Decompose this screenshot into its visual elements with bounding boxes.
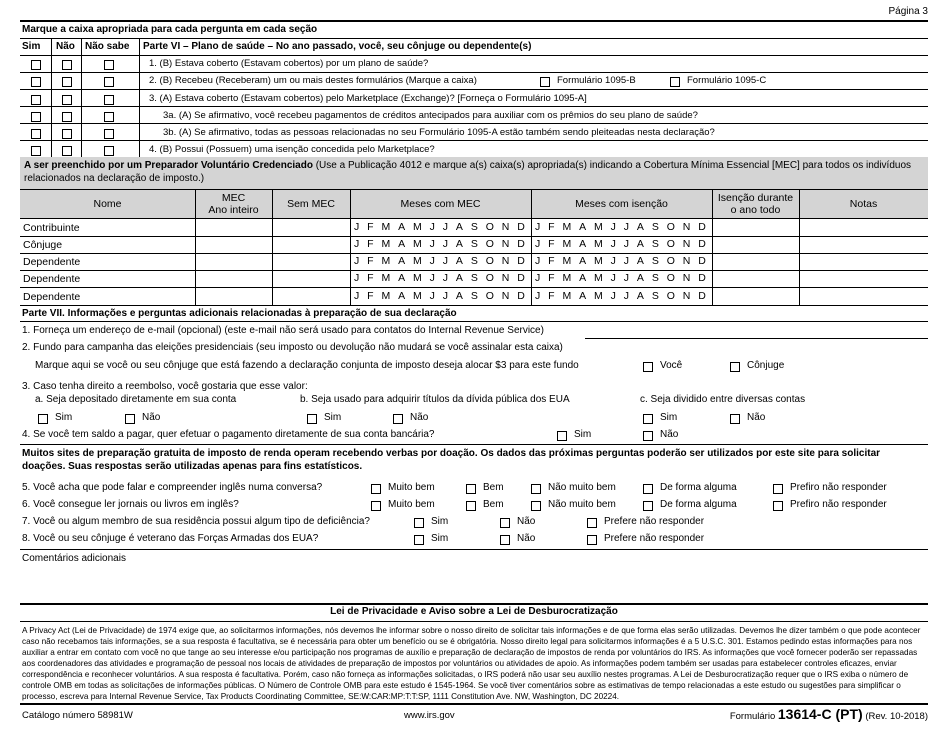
month-cell[interactable]: N bbox=[682, 255, 691, 267]
top-rule bbox=[20, 20, 928, 22]
month-cell[interactable]: O bbox=[666, 272, 675, 284]
month-cell[interactable]: M bbox=[562, 238, 572, 250]
exemption-months-row bbox=[535, 238, 706, 250]
mec-head-isencao: Isenção durante bbox=[717, 192, 794, 204]
month-cell[interactable]: A bbox=[398, 272, 406, 284]
q8-nao-label: Não bbox=[517, 533, 536, 544]
month-cell[interactable]: J bbox=[610, 255, 616, 267]
privacy-title: Lei de Privacidade e Aviso sobre a Lei de Desburocratização bbox=[330, 606, 618, 617]
q7-sim-checkbox[interactable] bbox=[414, 518, 424, 528]
part6-q2: 2. (B) Recebeu (Receberam) um ou mais destes formulários (Marque a caixa) bbox=[149, 75, 477, 86]
q7-3-refund: 3. Caso tenha direito a reembolso, você gostaria que esse valor: bbox=[22, 381, 308, 392]
month-cell[interactable]: A bbox=[398, 221, 406, 233]
month-cell[interactable]: J bbox=[535, 272, 541, 284]
month-cell[interactable]: M bbox=[562, 255, 572, 267]
exemption-months-row bbox=[535, 290, 706, 302]
month-cell[interactable]: M bbox=[381, 238, 391, 250]
month-cell[interactable]: A bbox=[579, 290, 587, 302]
month-cell[interactable]: J bbox=[623, 255, 630, 267]
month-cell[interactable]: D bbox=[517, 290, 525, 302]
q7-sim-label: Sim bbox=[431, 516, 449, 527]
month-cell[interactable]: D bbox=[517, 221, 525, 233]
month-cell[interactable]: M bbox=[594, 290, 603, 302]
month-cell[interactable]: S bbox=[470, 255, 478, 267]
mec-row-label: Dependente bbox=[23, 273, 81, 285]
month-cell[interactable]: J bbox=[623, 238, 630, 250]
form-1095c-checkbox[interactable] bbox=[670, 77, 680, 87]
q3-nao-sabe-checkbox[interactable] bbox=[104, 95, 114, 105]
month-cell[interactable]: F bbox=[548, 290, 555, 302]
month-cell[interactable]: S bbox=[651, 221, 659, 233]
q3b-nao-checkbox[interactable] bbox=[62, 129, 72, 139]
q7-2-sub: Marque aqui se você ou seu cônjuge que está fazendo a declaração conjunta de imposto deseja alocar $3 para este fundo bbox=[35, 360, 579, 371]
month-cell[interactable]: S bbox=[651, 238, 659, 250]
q3b-sim-checkbox[interactable] bbox=[31, 129, 41, 139]
month-cell[interactable]: J bbox=[610, 290, 616, 302]
month-cell[interactable]: J bbox=[535, 290, 541, 302]
q7-6-read: 6. Você consegue ler jornais ou livros em inglês? bbox=[22, 499, 239, 510]
month-cell[interactable]: N bbox=[501, 221, 510, 233]
month-cell[interactable]: S bbox=[470, 272, 478, 284]
q7-prefere-checkbox[interactable] bbox=[587, 518, 597, 528]
q5-prefiro-label: Prefiro não responder bbox=[790, 482, 887, 493]
month-cell[interactable]: J bbox=[354, 272, 360, 284]
form-1095b-label: Formulário 1095-B bbox=[557, 75, 636, 86]
month-cell[interactable]: J bbox=[429, 255, 435, 267]
month-cell[interactable]: J bbox=[429, 238, 435, 250]
month-cell[interactable]: F bbox=[367, 238, 374, 250]
form-1095b-checkbox[interactable] bbox=[540, 77, 550, 87]
month-cell[interactable]: M bbox=[594, 221, 603, 233]
q2-nao-sabe-checkbox[interactable] bbox=[104, 77, 114, 87]
month-cell[interactable]: A bbox=[636, 238, 644, 250]
month-cell[interactable]: F bbox=[367, 255, 374, 267]
month-cell[interactable]: J bbox=[610, 238, 616, 250]
mec-row-label: Dependente bbox=[23, 256, 81, 268]
q5-forma-alguma-label: De forma alguma bbox=[660, 482, 737, 493]
month-cell[interactable]: F bbox=[548, 272, 555, 284]
q3b-nao-checkbox[interactable] bbox=[393, 414, 403, 424]
q3c-sim-label: Sim bbox=[660, 412, 678, 423]
month-cell[interactable]: O bbox=[485, 290, 494, 302]
month-cell[interactable]: J bbox=[623, 272, 630, 284]
campaign-conjuge-checkbox[interactable] bbox=[730, 362, 740, 372]
q8-prefere-checkbox[interactable] bbox=[587, 535, 597, 545]
month-cell[interactable]: J bbox=[429, 272, 435, 284]
q7-7-disability: 7. Você ou algum membro de sua residência possui algum tipo de deficiência? bbox=[22, 516, 370, 527]
mec-months-row bbox=[354, 255, 525, 267]
exemption-months-row bbox=[535, 255, 706, 267]
month-cell[interactable]: J bbox=[442, 238, 449, 250]
month-cell[interactable]: M bbox=[413, 238, 422, 250]
month-cell[interactable]: N bbox=[501, 290, 510, 302]
comments-label: Comentários adicionais bbox=[22, 553, 126, 564]
q3a-nao-checkbox[interactable] bbox=[62, 112, 72, 122]
month-cell[interactable]: D bbox=[517, 238, 525, 250]
part6-q4: 4. (B) Possui (Possuem) uma isenção concedida pelo Marketplace? bbox=[149, 144, 435, 155]
q5-bem-checkbox[interactable] bbox=[466, 484, 476, 494]
month-cell[interactable]: M bbox=[381, 255, 391, 267]
q3-nao-checkbox[interactable] bbox=[62, 95, 72, 105]
month-cell[interactable]: O bbox=[666, 238, 675, 250]
q3c-sim-checkbox[interactable] bbox=[643, 414, 653, 424]
q3b-sim-label: Sim bbox=[324, 412, 342, 423]
month-cell[interactable]: A bbox=[455, 272, 463, 284]
col-head-sim: Sim bbox=[22, 41, 41, 52]
q7-3b: b. Seja usado para adquirir títulos da dívida pública dos EUA bbox=[300, 394, 570, 405]
q6-nao-muito-bem-checkbox[interactable] bbox=[531, 501, 541, 511]
form-1095c-label: Formulário 1095-C bbox=[687, 75, 767, 86]
month-cell[interactable]: J bbox=[535, 255, 541, 267]
month-cell[interactable]: J bbox=[535, 221, 541, 233]
month-cell[interactable]: M bbox=[594, 238, 603, 250]
mec-head-nome: Nome bbox=[93, 198, 122, 210]
q3a-sim-checkbox[interactable] bbox=[38, 414, 48, 424]
month-cell[interactable]: J bbox=[610, 272, 616, 284]
part6-title: Parte VI – Plano de saúde – No ano passado, você, seu cônjuge ou dependente(s) bbox=[143, 41, 532, 52]
month-cell[interactable]: M bbox=[381, 272, 391, 284]
comments-area[interactable] bbox=[20, 566, 928, 602]
mec-head-mec: MEC bbox=[221, 192, 246, 204]
q7-nao-checkbox[interactable] bbox=[500, 518, 510, 528]
month-cell[interactable]: J bbox=[354, 238, 360, 250]
month-cell[interactable]: J bbox=[623, 221, 630, 233]
month-cell[interactable]: M bbox=[413, 221, 422, 233]
q6-nao-muito-bem-label: Não muito bem bbox=[548, 499, 616, 510]
q7-3a: a. Seja depositado diretamente em sua conta bbox=[35, 394, 237, 405]
q5-muito-bem-label: Muito bem bbox=[388, 482, 435, 493]
month-cell[interactable]: F bbox=[548, 238, 555, 250]
q8-nao-checkbox[interactable] bbox=[500, 535, 510, 545]
q3b-nao-sabe-checkbox[interactable] bbox=[104, 129, 114, 139]
month-cell[interactable]: O bbox=[485, 255, 494, 267]
month-cell[interactable]: S bbox=[470, 221, 478, 233]
website: www.irs.gov bbox=[404, 710, 455, 721]
month-cell[interactable]: O bbox=[485, 238, 494, 250]
month-cell[interactable]: J bbox=[623, 290, 630, 302]
month-cell[interactable]: A bbox=[579, 255, 587, 267]
month-cell[interactable]: D bbox=[698, 290, 706, 302]
q3a-nao-sabe-checkbox[interactable] bbox=[104, 112, 114, 122]
mec-row-label: Cônjuge bbox=[23, 239, 63, 251]
month-cell[interactable]: J bbox=[535, 238, 541, 250]
part6-q3a: 3a. (A) Se afirmativo, você recebeu pagamentos de créditos antecipados para auxiliar com os prêmios do seu plano de saúde? bbox=[163, 110, 698, 121]
q1-nao-checkbox[interactable] bbox=[62, 60, 72, 70]
q3-sim-checkbox[interactable] bbox=[31, 95, 41, 105]
privacy-text: A Privacy Act (Lei de Privacidade) de 1974 exige que, ao solicitarmos informações, nós devemos lhe informar sobre o nosso direito de solicitar tais informações e de que forma elas serão utilizadas. Devemos lhe dizer também o que pode acontecer caso não recebamos tais informações, se a sua resposta é facultativa, se é necessária para obter um benefício ou se é obrigatória. Nosso direito legal para solicitarmos informações é a 5 U.S.C. 301. Estamos pedindo estas informações para nos auxiliar a entrar em contato com você no que tange ao seu interesse e/ou participação nos programas de auxílio e preparação de declaração de impostos de renda por voluntários do IRS. As informações que você fornecer poderão ser repassadas aos coordenadores das atividades e programação de pessoal nos locais de atividades de preparação de impostos por voluntários ou atividades de apoio. As informações podem também ser usadas para estabelecer controles eficazes, enviar correspondência e reconhecer voluntários. A sua resposta é facultativa. Porém, caso não forneça as informações solicitadas, o IRS poderá não usar seu auxílio nestes programas. A Lei de Desburocratização requer que o IRS exiba o número de controle OMB em todas as solicitações de informações públicas. O Número de Controle OMB para este estudo é 1545-1964. Se você tiver comentários sobre as estimativas de tempo relacionadas a este estudo ou sugestões para simplificar o processo, escreva para Internal Revenue Service, Tax Products Coordinating Committee, SE:W:CAR:MP:T:T:SP, 1111 Constitution Ave. NW, Washington, DC 20224. bbox=[22, 626, 921, 701]
email-input-line[interactable] bbox=[585, 338, 928, 339]
q6-muito-bem-checkbox[interactable] bbox=[371, 501, 381, 511]
month-cell[interactable]: F bbox=[367, 290, 374, 302]
preparer-instructions: A ser preenchido por um Preparador Voluntário Credenciado (Use a Publicação 4012 e marque a(s) caixa(s) apropriada(s) indicando a Cobertura Mínima Essencial [MEC] para todos os indivíduos relacionados na declaração de imposto.) bbox=[20, 157, 928, 189]
q3a-sim-checkbox[interactable] bbox=[31, 112, 41, 122]
month-cell[interactable]: A bbox=[636, 255, 644, 267]
month-cell[interactable]: J bbox=[354, 255, 360, 267]
mec-row-label: Dependente bbox=[23, 291, 81, 303]
q6-forma-alguma-checkbox[interactable] bbox=[643, 501, 653, 511]
month-cell[interactable]: J bbox=[442, 255, 449, 267]
month-cell[interactable]: S bbox=[651, 255, 659, 267]
month-cell[interactable]: F bbox=[367, 221, 374, 233]
mec-head-ano-todo: o ano todo bbox=[730, 204, 781, 216]
page-number: Página 3 bbox=[888, 6, 928, 17]
month-cell[interactable]: N bbox=[501, 272, 510, 284]
month-cell[interactable]: A bbox=[455, 255, 463, 267]
mec-row-label: Contribuinte bbox=[23, 222, 80, 234]
month-cell[interactable]: A bbox=[579, 221, 587, 233]
month-cell[interactable]: A bbox=[398, 255, 406, 267]
q4-sim-checkbox[interactable] bbox=[31, 146, 41, 156]
mec-months-row bbox=[354, 290, 525, 302]
month-cell[interactable]: F bbox=[548, 221, 555, 233]
month-cell[interactable]: J bbox=[354, 290, 360, 302]
q5-bem-label: Bem bbox=[483, 482, 504, 493]
campaign-voce-checkbox[interactable] bbox=[643, 362, 653, 372]
q6-bem-label: Bem bbox=[483, 499, 504, 510]
month-cell[interactable]: D bbox=[698, 238, 706, 250]
month-cell[interactable]: J bbox=[442, 272, 449, 284]
q2-nao-checkbox[interactable] bbox=[62, 77, 72, 87]
exemption-months-row bbox=[535, 221, 706, 233]
month-cell[interactable]: A bbox=[455, 238, 463, 250]
part6-q3b: 3b. (A) Se afirmativo, todas as pessoas relacionadas no seu Formulário 1095-A estão também sendo pleiteadas nesta declaração? bbox=[163, 127, 715, 138]
month-cell[interactable]: N bbox=[682, 272, 691, 284]
q8-sim-checkbox[interactable] bbox=[414, 535, 424, 545]
month-cell[interactable]: J bbox=[354, 221, 360, 233]
q3c-nao-label: Não bbox=[747, 412, 766, 423]
q4-sim-label: Sim bbox=[574, 429, 592, 440]
q3c-nao-checkbox[interactable] bbox=[730, 414, 740, 424]
q3b-nao-label: Não bbox=[410, 412, 429, 423]
q7-nao-label: Não bbox=[517, 516, 536, 527]
month-cell[interactable]: A bbox=[636, 272, 644, 284]
month-cell[interactable]: D bbox=[698, 255, 706, 267]
q3a-nao-checkbox[interactable] bbox=[125, 414, 135, 424]
month-cell[interactable]: M bbox=[594, 255, 603, 267]
q7-1-email: 1. Forneça um endereço de e-mail (opcional) (este e-mail não será usado para contatos do Internal Revenue Service) bbox=[22, 325, 544, 336]
mec-head-meses-mec: Meses com MEC bbox=[400, 198, 481, 210]
q8-sim-label: Sim bbox=[431, 533, 449, 544]
month-cell[interactable]: F bbox=[367, 272, 374, 284]
campaign-voce-label: Você bbox=[660, 360, 683, 371]
q7-2-campaign: 2. Fundo para campanha das eleições presidenciais (seu imposto ou devolução não mudará se você assinalar esta caixa) bbox=[22, 342, 563, 353]
month-cell[interactable]: A bbox=[398, 290, 406, 302]
mec-head-meses-isencao: Meses com isenção bbox=[575, 198, 668, 210]
month-cell[interactable]: J bbox=[429, 290, 435, 302]
form-id: Formulário 13614-C (PT) (Rev. 10-2018) bbox=[729, 706, 928, 722]
q7-8-veteran: 8. Você ou seu cônjuge é veterano das Forças Armadas dos EUA? bbox=[22, 533, 319, 544]
q1-nao-sabe-checkbox[interactable] bbox=[104, 60, 114, 70]
month-cell[interactable]: J bbox=[442, 290, 449, 302]
month-cell[interactable]: M bbox=[413, 255, 422, 267]
q7-4-balance: 4. Se você tem saldo a pagar, quer efetuar o pagamento diretamente de sua conta bancária? bbox=[22, 429, 435, 440]
month-cell[interactable]: J bbox=[610, 221, 616, 233]
q7-5-speak: 5. Você acha que pode falar e compreender inglês numa conversa? bbox=[22, 482, 323, 493]
mec-head-notas: Notas bbox=[849, 198, 878, 210]
month-cell[interactable]: D bbox=[698, 221, 706, 233]
month-cell[interactable]: N bbox=[501, 255, 510, 267]
part7-title: Parte VII. Informações e perguntas adicionais relacionadas à preparação de sua declaração bbox=[22, 308, 457, 319]
month-cell[interactable]: A bbox=[579, 272, 587, 284]
q5-prefiro-checkbox[interactable] bbox=[773, 484, 783, 494]
q3a-nao-label: Não bbox=[142, 412, 161, 423]
month-cell[interactable]: F bbox=[548, 255, 555, 267]
donation-notice: Muitos sites de preparação gratuita de imposto de renda operam recebendo verbas por doação. Os dados das próximas perguntas poderão ser utilizados por este site para solicitar doações. Suas respostas serão utilizadas apenas para fins estatísticos. bbox=[22, 448, 881, 472]
month-cell[interactable]: A bbox=[579, 238, 587, 250]
month-cell[interactable]: M bbox=[413, 272, 422, 284]
q6-muito-bem-label: Muito bem bbox=[388, 499, 435, 510]
q6-prefiro-checkbox[interactable] bbox=[773, 501, 783, 511]
month-cell[interactable]: A bbox=[455, 221, 463, 233]
month-cell[interactable]: J bbox=[429, 221, 435, 233]
month-cell[interactable]: M bbox=[562, 290, 572, 302]
month-cell[interactable]: S bbox=[651, 272, 659, 284]
month-cell[interactable]: D bbox=[517, 272, 525, 284]
q2-sim-checkbox[interactable] bbox=[31, 77, 41, 87]
q3a-sim-label: Sim bbox=[55, 412, 73, 423]
month-cell[interactable]: O bbox=[485, 272, 494, 284]
month-cell[interactable]: J bbox=[442, 221, 449, 233]
month-cell[interactable]: N bbox=[501, 238, 510, 250]
month-cell[interactable]: N bbox=[682, 290, 691, 302]
month-cell[interactable]: M bbox=[594, 272, 603, 284]
mec-months-row bbox=[354, 272, 525, 284]
q6-bem-checkbox[interactable] bbox=[466, 501, 476, 511]
q4-nao-label: Não bbox=[660, 429, 679, 440]
q3b-sim-checkbox[interactable] bbox=[307, 414, 317, 424]
month-cell[interactable]: S bbox=[651, 290, 659, 302]
month-cell[interactable]: N bbox=[682, 221, 691, 233]
q8-prefere-label: Prefere não responder bbox=[604, 533, 705, 544]
month-cell[interactable]: A bbox=[636, 290, 644, 302]
col-head-nao-sabe: Não sabe bbox=[85, 41, 130, 52]
catalog-number: Catálogo número 58981W bbox=[22, 710, 133, 721]
q6-prefiro-label: Prefiro não responder bbox=[790, 499, 887, 510]
q7-prefere-label: Prefere não responder bbox=[604, 516, 705, 527]
month-cell[interactable]: M bbox=[562, 221, 572, 233]
q4-nao-sabe-checkbox[interactable] bbox=[104, 146, 114, 156]
part6-q3: 3. (A) Estava coberto (Estavam cobertos) pelo Marketplace (Exchange)? [Forneça o Formulário 1095-A] bbox=[149, 93, 587, 104]
mec-months-row bbox=[354, 221, 525, 233]
month-cell[interactable]: S bbox=[470, 238, 478, 250]
mec-head-sem-mec: Sem MEC bbox=[287, 198, 335, 210]
q4-nao-checkbox[interactable] bbox=[643, 431, 653, 441]
q4-sim-checkbox[interactable] bbox=[557, 431, 567, 441]
q5-forma-alguma-checkbox[interactable] bbox=[643, 484, 653, 494]
q5-muito-bem-checkbox[interactable] bbox=[371, 484, 381, 494]
mec-months-row bbox=[354, 238, 525, 250]
exemption-months-row bbox=[535, 272, 706, 284]
month-cell[interactable]: M bbox=[413, 290, 422, 302]
col-head-nao: Não bbox=[56, 41, 75, 52]
q6-forma-alguma-label: De forma alguma bbox=[660, 499, 737, 510]
month-cell[interactable]: O bbox=[485, 221, 494, 233]
month-cell[interactable]: S bbox=[470, 290, 478, 302]
month-cell[interactable]: A bbox=[636, 221, 644, 233]
month-cell[interactable]: O bbox=[666, 255, 675, 267]
q7-3c: c. Seja dividido entre diversas contas bbox=[640, 394, 806, 405]
q5-nao-muito-bem-checkbox[interactable] bbox=[531, 484, 541, 494]
q4-nao-checkbox[interactable] bbox=[62, 146, 72, 156]
month-cell[interactable]: O bbox=[666, 221, 675, 233]
month-cell[interactable]: M bbox=[381, 290, 391, 302]
month-cell[interactable]: A bbox=[455, 290, 463, 302]
month-cell[interactable]: N bbox=[682, 238, 691, 250]
month-cell[interactable]: M bbox=[381, 221, 391, 233]
month-cell[interactable]: A bbox=[398, 238, 406, 250]
month-cell[interactable]: D bbox=[517, 255, 525, 267]
month-cell[interactable]: D bbox=[698, 272, 706, 284]
q5-nao-muito-bem-label: Não muito bem bbox=[548, 482, 616, 493]
mec-head-ano-inteiro: Ano inteiro bbox=[208, 204, 259, 216]
campaign-conjuge-label: Cônjuge bbox=[747, 360, 785, 371]
section-instruction: Marque a caixa apropriada para cada pergunta em cada seção bbox=[22, 24, 318, 35]
month-cell[interactable]: M bbox=[562, 272, 572, 284]
month-cell[interactable]: O bbox=[666, 290, 675, 302]
part6-q1: 1. (B) Estava coberto (Estavam cobertos) por um plano de saúde? bbox=[149, 58, 429, 69]
q1-sim-checkbox[interactable] bbox=[31, 60, 41, 70]
